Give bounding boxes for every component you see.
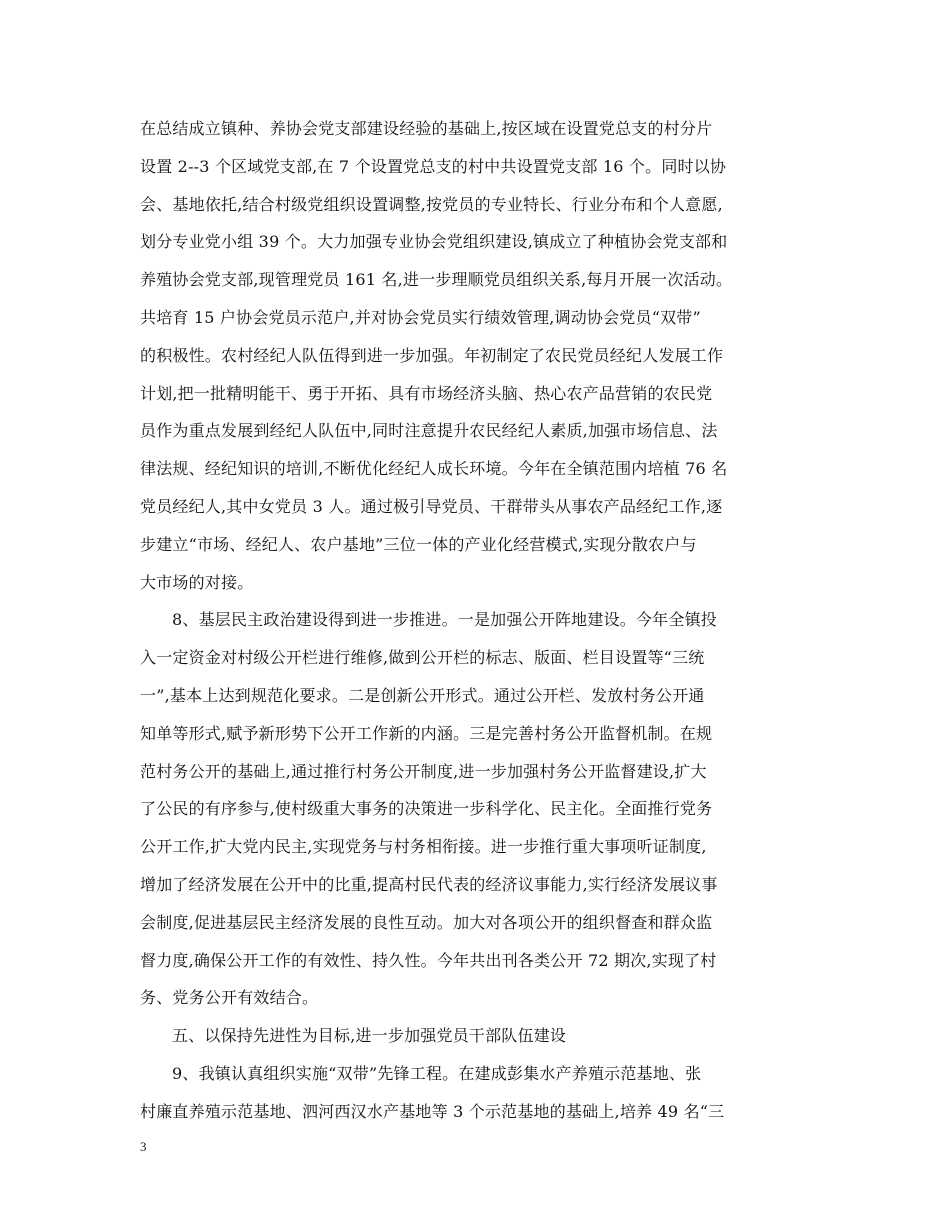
text-line: 督力度,确保公开工作的有效性、持久性。今年共出刊各类公开 72 期次,实现了村 <box>140 950 717 970</box>
text-line: 务、党务公开有效结合。 <box>140 988 319 1008</box>
text-line: 划分专业党小组 39 个。大力加强专业协会党组织建设,镇成立了种植协会党支部和 <box>140 232 728 252</box>
text-line: 会、基地依托,结合村级党组织设置调整,按党员的专业特长、行业分布和个人意愿, <box>140 194 723 214</box>
text-line: 了公民的有序参与,使村级重大事务的决策进一步科学化、民主化。全面推行党务 <box>140 799 713 819</box>
paragraph <box>140 1055 812 1131</box>
text-line: 会制度,促进基层民主经济发展的良性互动。加大对各项公开的组织督查和群众监 <box>140 912 713 932</box>
text-line: 党员经纪人,其中女党员 3 人。通过极引导党员、干群带头从事农产品经纪工作,逐 <box>140 496 723 516</box>
text-line: 9、我镇认真组织实施“双带”先锋工程。在建成彭集水产养殖示范基地、张 <box>172 1063 702 1083</box>
page-number: 3 <box>140 1139 147 1154</box>
text-line: 在总结成立镇种、养协会党支部建设经验的基础上,按区域在设置党总支的村分片 <box>140 119 713 138</box>
text-line: 公开工作,扩大党内民主,实现党务与村务相衔接。进一步推行重大事项听证制度, <box>140 837 707 857</box>
text-line: 步建立“市场、经纪人、农户基地”三位一体的产业化经营模式,实现分散农户与 <box>140 534 697 554</box>
text-line: 员作为重点发展到经纪人队伍中,同时注意提升农民经纪人素质,加强市场信息、法 <box>140 421 718 441</box>
text-line: 共培育 15 户协会党员示范户,并对协会党员实行绩效管理,调动协会党员“双带” <box>140 307 701 327</box>
text-line: 大市场的对接。 <box>140 572 254 592</box>
text-line: 养殖协会党支部,现管理党员 161 名,进一步理顺党员组织关系,每月开展一次活动。 <box>140 270 733 290</box>
text-line: 律法规、经纪知识的培训,不断优化经纪人成长环境。今年在全镇范围内培植 76 名 <box>140 459 728 479</box>
text-line: 计划,把一批精明能干、勇于开拓、具有市场经济头脑、热心农产品营销的农民党 <box>140 383 713 403</box>
text-line: 五、以保持先进性为目标,进一步加强党员干部队伍建设 <box>172 1026 567 1046</box>
paragraph <box>140 110 812 601</box>
text-line: 的积极性。农村经纪人队伍得到进一步加强。年初制定了农民党员经纪人发展工作 <box>140 345 724 365</box>
document-body <box>140 110 812 1131</box>
paragraph <box>140 601 812 1017</box>
text-line: 8、基层民主政治建设得到进一步推进。一是加强公开阵地建设。今年全镇投 <box>172 610 717 630</box>
text-line: 入一定资金对村级公开栏进行维修,做到公开栏的标志、版面、栏目设置等“三统 <box>140 648 705 668</box>
text-line: 增加了经济发展在公开中的比重,提高村民代表的经济议事能力,实行经济发展议事 <box>140 874 718 894</box>
paragraph <box>140 1017 812 1055</box>
text-line: 知单等形式,赋予新形势下公开工作新的内涵。三是完善村务公开监督机制。在规 <box>140 723 713 743</box>
text-line: 村廉直养殖示范基地、泗河西汉水产基地等 3 个示范基地的基础上,培养 49 名“三 <box>140 1101 725 1121</box>
text-line: 设置 2--3 个区域党支部,在 7 个设置党总支的村中共设置党支部 16 个。同时以协 <box>140 156 727 176</box>
text-line: 范村务公开的基础上,通过推行村务公开制度,进一步加强村务公开监督建设,扩大 <box>140 761 707 781</box>
text-line: 一”,基本上达到规范化要求。二是创新公开形式。通过公开栏、发放村务公开通 <box>140 685 705 705</box>
